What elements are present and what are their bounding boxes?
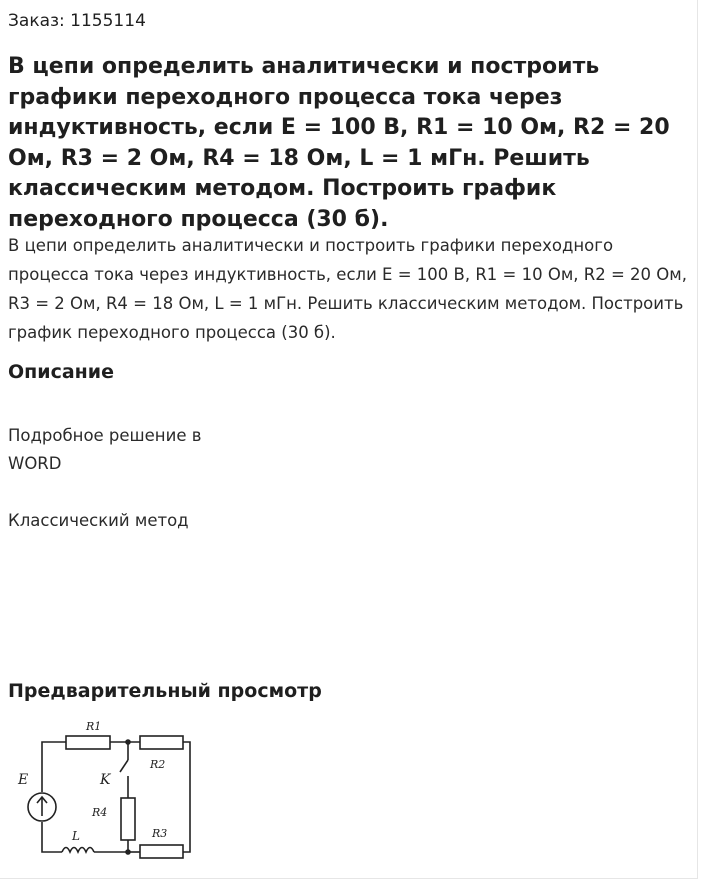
label-r2: R2 <box>150 758 166 771</box>
description-line: Подробное решение в <box>8 426 202 445</box>
label-r4: R4 <box>92 806 108 819</box>
circuit-preview <box>10 712 200 872</box>
label-k: K <box>100 772 111 788</box>
description-line: WORD <box>8 454 62 473</box>
preview-heading: Предварительный просмотр <box>8 680 322 702</box>
label-r1: R1 <box>86 720 102 733</box>
label-l: L <box>72 829 80 843</box>
description-line: Классический метод <box>8 511 189 530</box>
task-text: В цепи определить аналитически и построить графики переходного процесса тока через индуктивность, если E = 100 B, R1 = 10 Ом, R2 = 20 Ом, R3 = 2 Ом, R4 = 18 Ом, L = 1 мГн. Решить классическим методом. Построить график переходного процесса (30 б). <box>8 236 687 342</box>
task-title: В цепи определить аналитически и построить графики переходного процесса тока через индуктивность, если E = 100 B, R1 = 10 Ом, R2 = 20 Ом, R3 = 2 Ом, R4 = 18 Ом, L = 1 мГн. Решить классическим методом. Построить график переходного процесса (30 б). <box>8 54 670 232</box>
label-e: E <box>18 772 29 788</box>
label-r3: R3 <box>152 827 168 840</box>
order-number: Заказ: 1155114 <box>8 11 146 31</box>
description-heading: Описание <box>8 361 115 383</box>
